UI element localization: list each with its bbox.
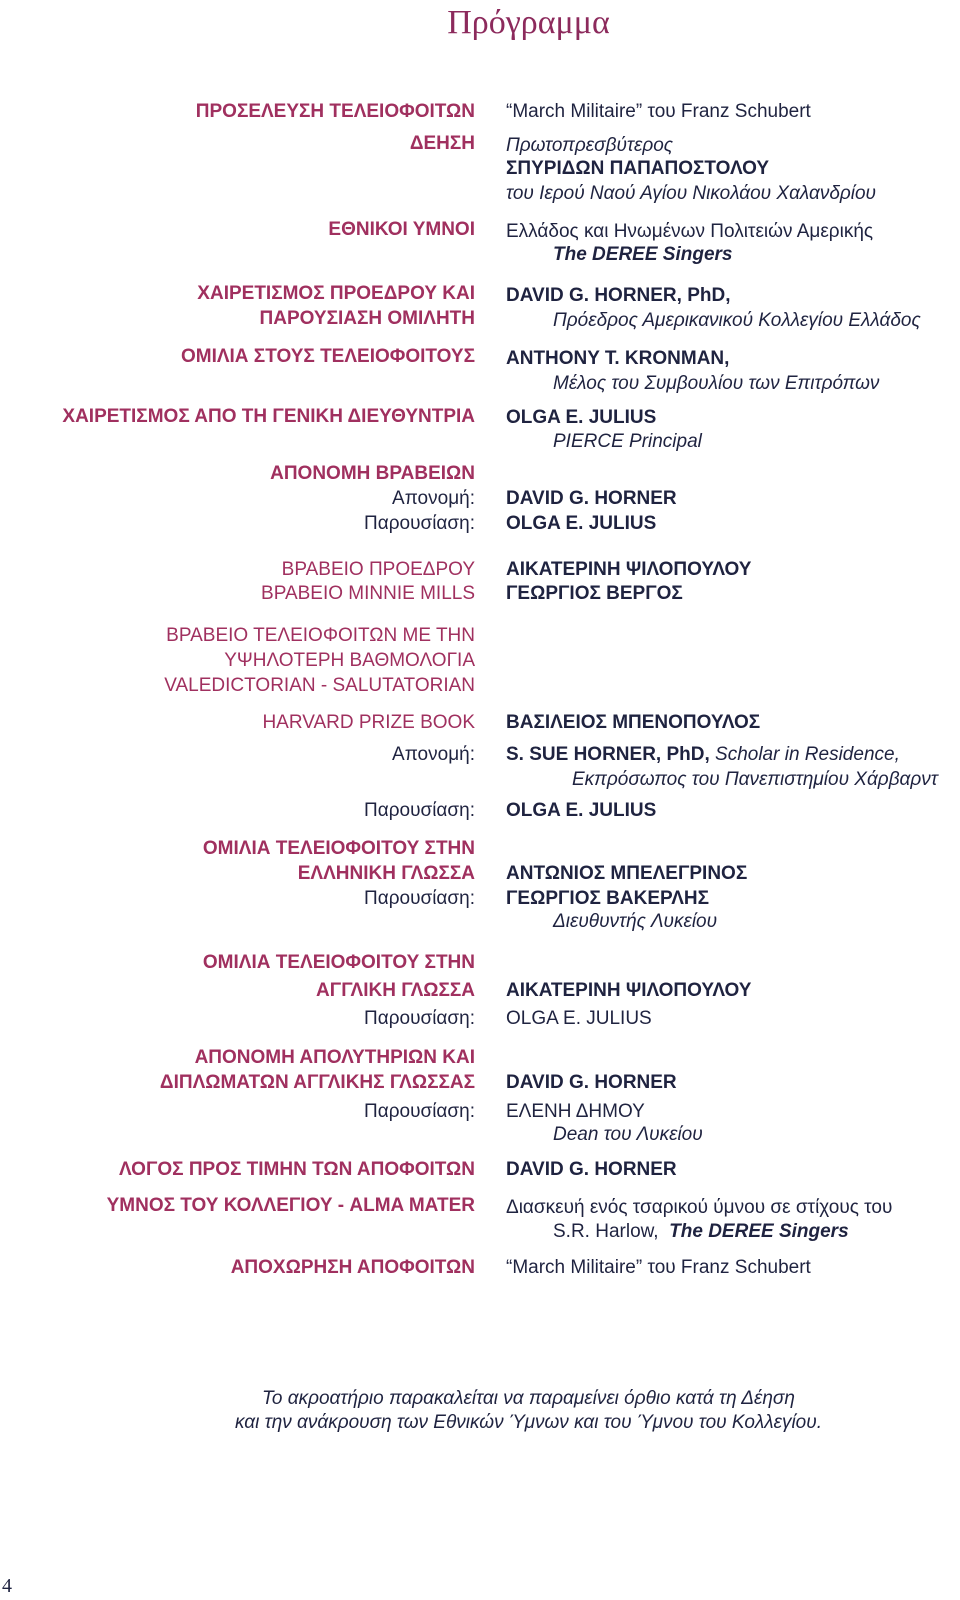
program-detail: [506, 1220, 849, 1244]
person-title: PIERCE Principal: [553, 431, 702, 452]
person-name: ΕΛΕΝΗ ΔΗΜΟΥ: [506, 1101, 645, 1122]
program-item: ΟΜΙΛΙΑ ΤΕΛΕΙΟΦΟΙΤΟΥ ΣΤΗΝ: [202, 952, 475, 973]
program-item: ΑΠΟΝΟΜΗ ΑΠΟΛΥΤΗΡΙΩΝ ΚΑΙ: [194, 1047, 475, 1068]
person-title: Πρόεδρος Αμερικανικού Κολλεγίου Ελλάδος: [553, 310, 921, 331]
program-detail: Διασκευή ενός τσαρικού ύμνου σε στίχους του: [506, 1197, 893, 1218]
person-title: Dean του Λυκείου: [553, 1124, 703, 1145]
person-name: ΣΠΥΡΙΔΩΝ ΠΑΠΑΠΟΣΤΟΛΟΥ: [506, 158, 770, 179]
role-label: Παρουσίαση:: [364, 888, 475, 909]
person-title: Scholar in Residence,: [709, 744, 900, 765]
person-name: DAVID G. HORNER: [506, 488, 677, 509]
program-item: ΧΑΙΡΕΤΙΣΜΟΣ ΠΡΟΕΔΡΟΥ ΚΑΙ: [197, 283, 475, 304]
person-name: ΓΕΩΡΓΙΟΣ ΒΕΡΓΟΣ: [506, 583, 683, 604]
page-number: 4: [2, 1575, 12, 1597]
program-detail: Πρωτοπρεσβύτερος: [506, 135, 674, 156]
person-name: ΑΝΤΩΝΙΟΣ ΜΠΕΛΕΓΡΙΝΟΣ: [506, 863, 748, 884]
role-label: Απονομή:: [392, 744, 475, 765]
award-name: HARVARD PRIZE BOOK: [262, 712, 475, 733]
person-name: DAVID G. HORNER: [506, 1072, 677, 1093]
audience-note: και την ανάκρουση των Εθνικών Ύμνων και του Ύμνου του Κολλεγίου.: [235, 1412, 822, 1433]
person-name: S. SUE HORNER, PhD,: [506, 744, 710, 765]
role-label: Παρουσίαση:: [364, 513, 475, 534]
program-item: ΥΜΝΟΣ ΤΟΥ ΚΟΛΛΕΓΙΟΥ - ALMA MATER: [106, 1195, 475, 1216]
award-name: ΒΡΑΒΕΙΟ MINNIE MILLS: [261, 583, 475, 604]
program-item: ΟΜΙΛΙΑ ΣΤΟΥΣ ΤΕΛΕΙΟΦΟΙΤΟΥΣ: [180, 346, 475, 367]
program-item: ΕΘΝΙΚΟΙ ΥΜΝΟΙ: [328, 219, 475, 240]
person-name: DAVID G. HORNER: [506, 1159, 677, 1180]
program-item: ΧΑΙΡΕΤΙΣΜΟΣ ΑΠΟ ΤΗ ΓΕΝΙΚΗ ΔΙΕΥΘΥΝΤΡΙΑ: [62, 406, 475, 427]
person-name: OLGA E. JULIUS: [506, 407, 657, 428]
award-name: ΒΡΑΒΕΙΟ ΤΕΛΕΙΟΦΟΙΤΩΝ ΜΕ ΤΗΝ: [166, 625, 475, 646]
person-name: ΓΕΩΡΓΙΟΣ ΒΑΚΕΡΛΗΣ: [506, 888, 710, 909]
person-title: του Ιερού Ναού Αγίου Νικολάου Χαλανδρίου: [506, 183, 877, 204]
author-name: S.R. Harlow,: [553, 1221, 659, 1242]
person-entry: [506, 743, 900, 767]
role-label: Παρουσίαση:: [364, 800, 475, 821]
role-label: Παρουσίαση:: [364, 1101, 475, 1122]
person-name: DAVID G. HORNER, PhD,: [506, 285, 731, 306]
program-item: ΕΛΛΗΝΙΚΗ ΓΛΩΣΣΑ: [297, 863, 475, 884]
performer: The DEREE Singers: [669, 1221, 849, 1242]
program-detail: Ελλάδος και Ηνωμένων Πολιτειών Αμερικής: [506, 221, 874, 242]
program-detail: “March Militaire” του Franz Schubert: [506, 101, 811, 122]
person-name: OLGA E. JULIUS: [506, 513, 657, 534]
person-title: Εκπρόσωπος του Πανεπιστημίου Χάρβαρντ: [572, 769, 938, 790]
page-title: Πρόγραμμα: [447, 4, 610, 41]
person-name: OLGA E. JULIUS: [506, 800, 657, 821]
program-item: ΑΠΟΝΟΜΗ ΒΡΑΒΕΙΩΝ: [270, 463, 475, 484]
program-item: ΑΓΓΛΙΚΗ ΓΛΩΣΣΑ: [316, 980, 475, 1001]
person-name: ΑΙΚΑΤΕΡΙΝΗ ΨΙΛΟΠΟΥΛΟΥ: [506, 980, 752, 1001]
program-item: ΠΡΟΣΕΛΕΥΣΗ ΤΕΛΕΙΟΦΟΙΤΩΝ: [195, 101, 475, 122]
program-item: ΠΑΡΟΥΣΙΑΣΗ ΟΜΙΛΗΤΗ: [259, 308, 475, 329]
program-detail: “March Militaire” του Franz Schubert: [506, 1257, 811, 1278]
program-item: ΔΙΠΛΩΜΑΤΩΝ ΑΓΓΛΙΚΗΣ ΓΛΩΣΣΑΣ: [159, 1072, 475, 1093]
award-name: ΥΨΗΛΟΤΕΡΗ ΒΑΘΜΟΛΟΓΙΑ: [224, 650, 475, 671]
program-item: ΑΠΟΧΩΡΗΣΗ ΑΠΟΦΟΙΤΩΝ: [230, 1257, 475, 1278]
program-item: ΟΜΙΛΙΑ ΤΕΛΕΙΟΦΟΙΤΟΥ ΣΤΗΝ: [202, 838, 475, 859]
program-item: ΔΕΗΣΗ: [409, 133, 475, 154]
role-label: Παρουσίαση:: [364, 1008, 475, 1029]
person-title: Διευθυντής Λυκείου: [553, 911, 718, 932]
person-name: ΒΑΣΙΛΕΙΟΣ ΜΠΕΝΟΠΟΥΛΟΣ: [506, 712, 761, 733]
award-name: VALEDICTORIAN - SALUTATORIAN: [164, 675, 475, 696]
program-item: ΛΟΓΟΣ ΠΡΟΣ ΤΙΜΗΝ ΤΩΝ ΑΠΟΦΟΙΤΩΝ: [119, 1159, 475, 1180]
person-name: ANTHONY T. KRONMAN,: [506, 348, 730, 369]
role-label: Απονομή:: [392, 488, 475, 509]
person-name: OLGA E. JULIUS: [506, 1008, 652, 1029]
person-title: Μέλος του Συμβουλίου των Επιτρόπων: [553, 373, 880, 394]
person-name: ΑΙΚΑΤΕΡΙΝΗ ΨΙΛΟΠΟΥΛΟΥ: [506, 559, 752, 580]
audience-note: Το ακροατήριο παρακαλείται να παραμείνει όρθιο κατά τη Δέηση: [262, 1388, 795, 1409]
performer: The DEREE Singers: [553, 244, 733, 265]
award-name: ΒΡΑΒΕΙΟ ΠΡΟΕΔΡΟΥ: [281, 559, 475, 580]
